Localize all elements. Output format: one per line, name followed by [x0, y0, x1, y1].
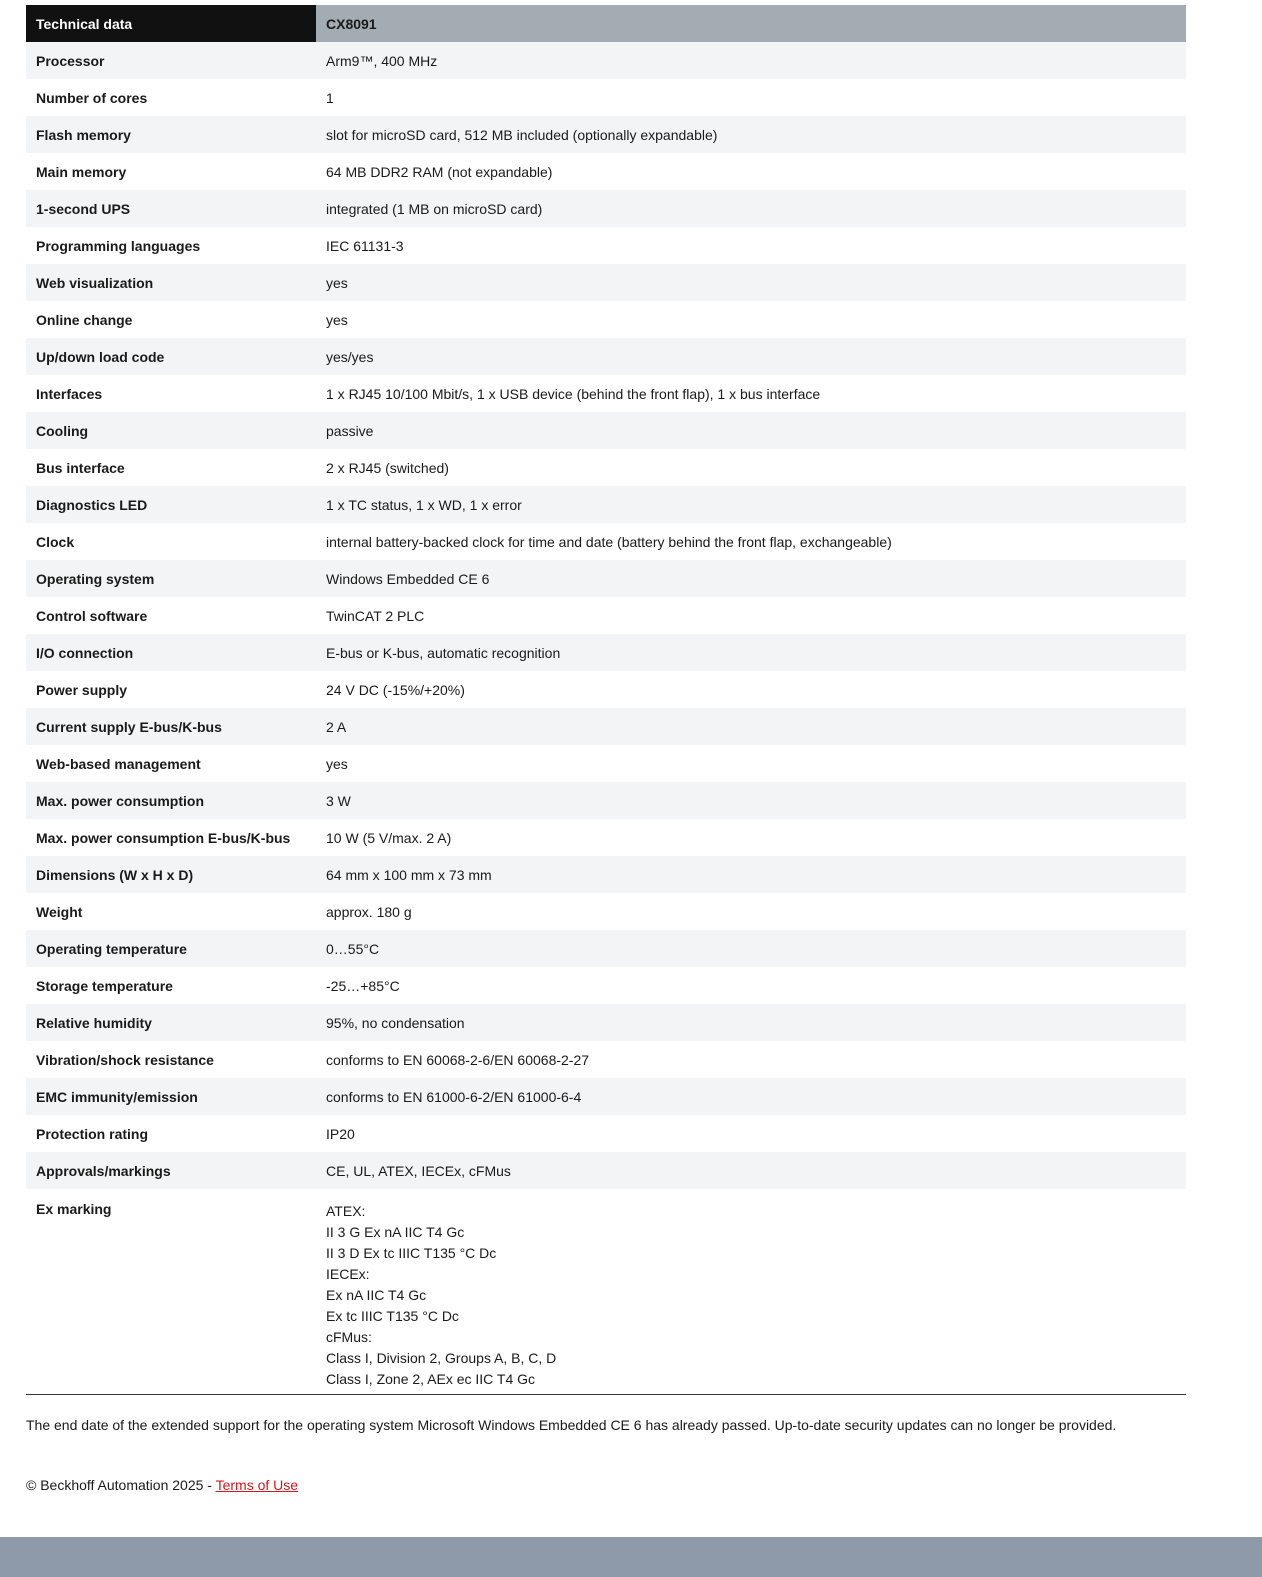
row-label: Interfaces — [26, 375, 316, 412]
ex-marking-line: cFMus: — [326, 1329, 372, 1345]
row-value: TwinCAT 2 PLC — [316, 597, 1186, 634]
row-label: Cooling — [26, 412, 316, 449]
row-value: internal battery-backed clock for time and date (battery behind the front flap, exchangeable) — [316, 523, 1186, 560]
row-value: 2 A — [316, 708, 1186, 745]
table-row — [26, 597, 1186, 634]
table-row — [26, 782, 1186, 819]
table-row — [26, 893, 1186, 930]
row-label: Ex marking — [26, 1189, 316, 1398]
table-header-row — [26, 5, 1186, 42]
ex-marking-line: ATEX: — [326, 1203, 366, 1219]
table-row — [26, 967, 1186, 1004]
row-label: Control software — [26, 597, 316, 634]
row-value: 10 W (5 V/max. 2 A) — [316, 819, 1186, 856]
row-label: Max. power consumption — [26, 782, 316, 819]
ex-marking-line: Class I, Division 2, Groups A, B, C, D — [326, 1350, 557, 1366]
table-row — [26, 708, 1186, 745]
row-value: 24 V DC (-15%/+20%) — [316, 671, 1186, 708]
table-row — [26, 375, 1186, 412]
header-product: CX8091 — [316, 5, 1186, 42]
row-label: Bus interface — [26, 449, 316, 486]
row-value: IEC 61131-3 — [316, 227, 1186, 264]
row-label: Relative humidity — [26, 1004, 316, 1041]
row-label: Current supply E-bus/K-bus — [26, 708, 316, 745]
row-value: IP20 — [316, 1115, 1186, 1152]
row-value: 2 x RJ45 (switched) — [316, 449, 1186, 486]
row-label: EMC immunity/emission — [26, 1078, 316, 1115]
table-row — [26, 42, 1186, 79]
table-row — [26, 79, 1186, 116]
table-row — [26, 412, 1186, 449]
copyright-text: © Beckhoff Automation 2025 - — [26, 1477, 216, 1493]
ex-marking-line: II 3 D Ex tc IIIC T135 °C Dc — [326, 1245, 497, 1261]
ex-marking-line: Ex nA IIC T4 Gc — [326, 1287, 427, 1303]
row-value: 64 mm x 100 mm x 73 mm — [316, 856, 1186, 893]
row-value: yes/yes — [316, 338, 1186, 375]
row-value: conforms to EN 61000-6-2/EN 61000-6-4 — [316, 1078, 1186, 1115]
table-row — [26, 190, 1186, 227]
row-value: -25…+85°C — [316, 967, 1186, 1004]
row-label: Up/down load code — [26, 338, 316, 375]
table-row — [26, 301, 1186, 338]
copyright-line — [26, 1477, 298, 1493]
row-value: 1 x RJ45 10/100 Mbit/s, 1 x USB device (behind the front flap), 1 x bus interface — [316, 375, 1186, 412]
row-value: 0…55°C — [316, 930, 1186, 967]
table-row — [26, 930, 1186, 967]
header-label: Technical data — [26, 5, 316, 42]
table-bottom-rule — [26, 1394, 1186, 1395]
table-row — [26, 671, 1186, 708]
row-value: 1 — [316, 79, 1186, 116]
row-label: Power supply — [26, 671, 316, 708]
row-value: CE, UL, ATEX, IECEx, cFMus — [316, 1152, 1186, 1189]
table-row — [26, 1115, 1186, 1152]
row-label: Vibration/shock resistance — [26, 1041, 316, 1078]
row-value: integrated (1 MB on microSD card) — [316, 190, 1186, 227]
table-row — [26, 227, 1186, 264]
row-label: Weight — [26, 893, 316, 930]
table-row — [26, 856, 1186, 893]
row-value: Arm9™, 400 MHz — [316, 42, 1186, 79]
row-label: Operating system — [26, 560, 316, 597]
row-label: Operating temperature — [26, 930, 316, 967]
row-value: 64 MB DDR2 RAM (not expandable) — [316, 153, 1186, 190]
ex-marking-line: II 3 G Ex nA IIC T4 Gc — [326, 1224, 465, 1240]
row-value: 1 x TC status, 1 x WD, 1 x error — [316, 486, 1186, 523]
row-value: 3 W — [316, 782, 1186, 819]
row-value: conforms to EN 60068-2-6/EN 60068-2-27 — [316, 1041, 1186, 1078]
row-label: Processor — [26, 42, 316, 79]
row-value: Windows Embedded CE 6 — [316, 560, 1186, 597]
row-label: Diagnostics LED — [26, 486, 316, 523]
row-label: Clock — [26, 523, 316, 560]
row-value: slot for microSD card, 512 MB included (optionally expandable) — [316, 116, 1186, 153]
row-label: Number of cores — [26, 79, 316, 116]
row-label: I/O connection — [26, 634, 316, 671]
ex-marking-line: Class I, Zone 2, AEx ec IIC T4 Gc — [326, 1371, 536, 1387]
table-row — [26, 486, 1186, 523]
table-row — [26, 560, 1186, 597]
row-label: Approvals/markings — [26, 1152, 316, 1189]
row-label: 1-second UPS — [26, 190, 316, 227]
row-label: Web-based management — [26, 745, 316, 782]
ex-marking-lines — [326, 1201, 1176, 1390]
row-value: passive — [316, 412, 1186, 449]
row-label: Online change — [26, 301, 316, 338]
row-label: Dimensions (W x H x D) — [26, 856, 316, 893]
row-label: Protection rating — [26, 1115, 316, 1152]
row-label: Storage temperature — [26, 967, 316, 1004]
footer-bar — [0, 1537, 1262, 1577]
table-body — [26, 42, 1186, 1398]
table-row — [26, 1078, 1186, 1115]
row-value: yes — [316, 264, 1186, 301]
row-value: approx. 180 g — [316, 893, 1186, 930]
table-row — [26, 116, 1186, 153]
row-value: 95%, no condensation — [316, 1004, 1186, 1041]
table-row — [26, 1041, 1186, 1078]
row-label: Flash memory — [26, 116, 316, 153]
technical-data-table — [26, 5, 1186, 1398]
table-row — [26, 338, 1186, 375]
row-label: Main memory — [26, 153, 316, 190]
table-row — [26, 153, 1186, 190]
table-row — [26, 1004, 1186, 1041]
table-row — [26, 523, 1186, 560]
table-row — [26, 264, 1186, 301]
row-value: yes — [316, 745, 1186, 782]
support-notice: The end date of the extended support for the operating system Microsoft Windows Embedded CE 6 has already passed. Up-to-date security updates can no longer be provided. — [26, 1417, 1117, 1433]
table-row — [26, 634, 1186, 671]
table-row — [26, 745, 1186, 782]
row-value: yes — [316, 301, 1186, 338]
row-value: E-bus or K-bus, automatic recognition — [316, 634, 1186, 671]
table-row — [26, 1152, 1186, 1189]
ex-marking-line: IECEx: — [326, 1266, 370, 1282]
terms-of-use-link[interactable]: Terms of Use — [215, 1477, 299, 1493]
row-label: Max. power consumption E-bus/K-bus — [26, 819, 316, 856]
row-label: Web visualization — [26, 264, 316, 301]
row-value — [316, 1189, 1186, 1398]
table-row-ex-marking — [26, 1189, 1186, 1398]
table-row — [26, 449, 1186, 486]
table-row — [26, 819, 1186, 856]
ex-marking-line: Ex tc IIIC T135 °C Dc — [326, 1308, 459, 1324]
row-label: Programming languages — [26, 227, 316, 264]
